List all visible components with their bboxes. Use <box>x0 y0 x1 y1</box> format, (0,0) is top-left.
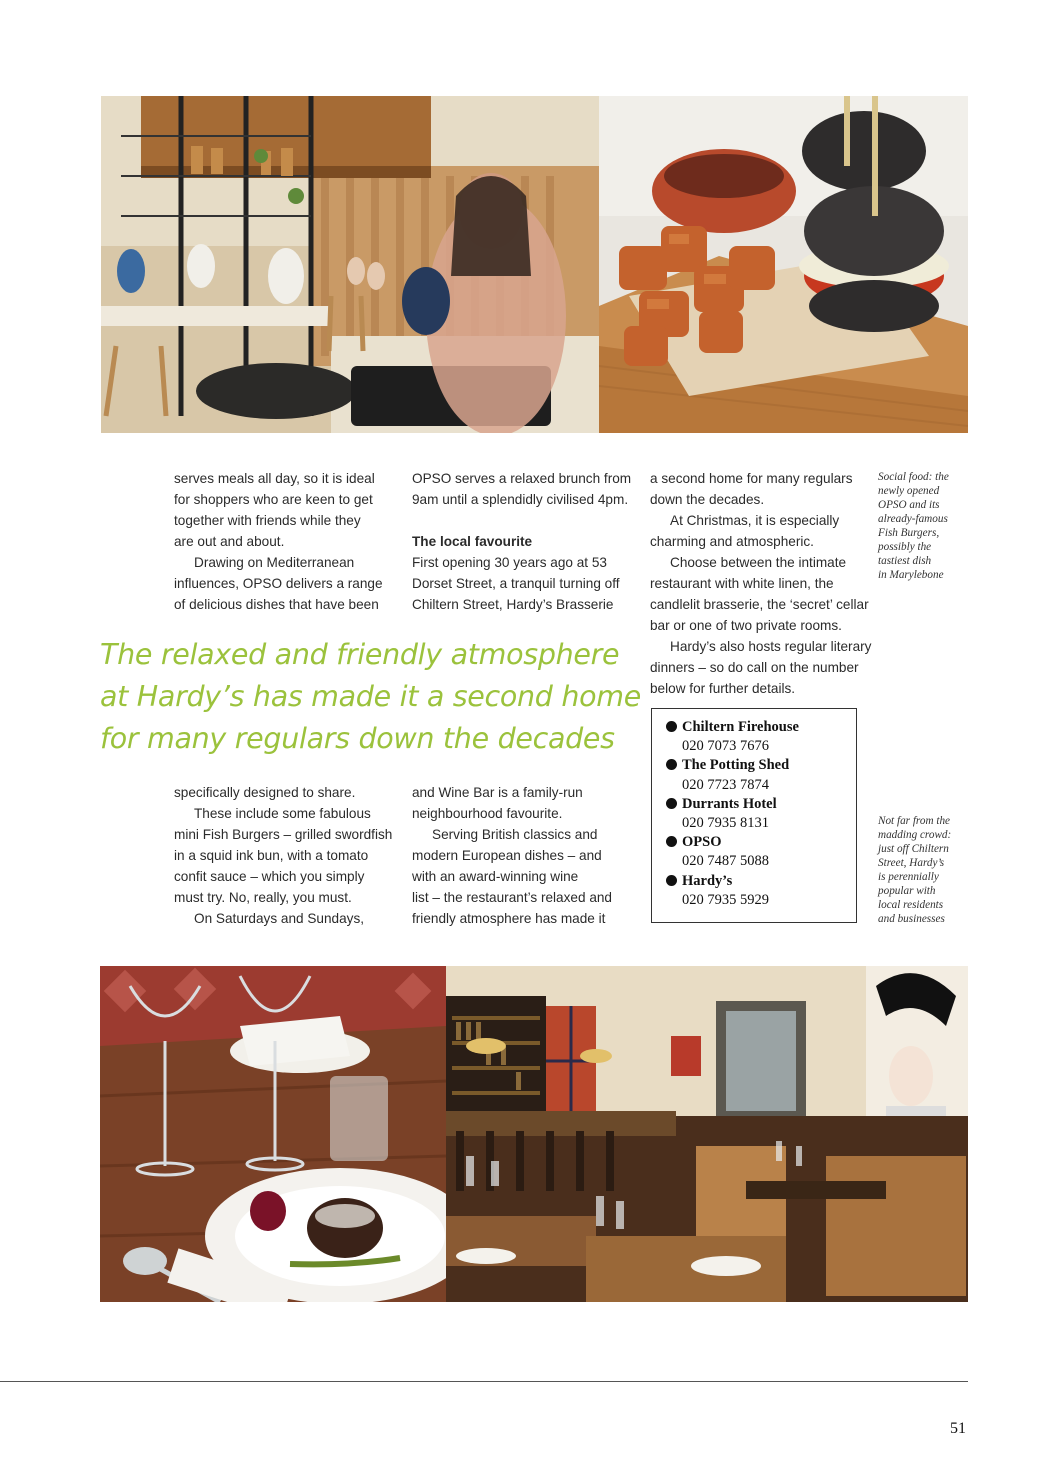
caption-line: Street, Hardy’s <box>878 857 945 869</box>
caption-top <box>878 470 949 582</box>
caption-line: madding crowd: <box>878 829 952 841</box>
caption-line: OPSO and its <box>878 499 940 511</box>
contact-phone: 020 7073 7676 <box>682 738 769 755</box>
article-column-2-bottom <box>412 782 640 929</box>
body-text-line: charming and atmospheric. <box>650 534 814 549</box>
caption-line: and businesses <box>878 913 945 925</box>
body-text-line: must try. No, really, you must. <box>174 890 352 905</box>
body-text-line: bar or one of two private rooms. <box>650 618 842 633</box>
pull-quote <box>100 634 641 760</box>
article-column-1-top <box>174 468 394 615</box>
body-text-line: Choose between the intimate <box>670 555 847 570</box>
body-text-line: mini Fish Burgers – grilled swordfish <box>174 827 393 842</box>
photo-fish-burgers <box>599 96 968 433</box>
body-text-line: Serving British classics and <box>432 827 598 842</box>
caption-line: popular with <box>878 885 936 897</box>
body-text-line: below for further details. <box>650 681 796 696</box>
bullet-icon <box>666 875 677 886</box>
body-text-line: of delicious dishes that have been <box>174 597 379 612</box>
photo-hardys-interior <box>446 966 968 1302</box>
body-text-line: candlelit brasserie, the ‘secret’ cellar <box>650 597 869 612</box>
body-text-line: with an award-winning wine <box>412 869 579 884</box>
caption-bottom <box>878 814 951 926</box>
bullet-icon <box>666 836 677 847</box>
contact-phone: 020 7935 8131 <box>682 815 769 832</box>
contact-name: The Potting Shed <box>666 756 844 775</box>
body-text-line: list – the restaurant’s relaxed and <box>412 890 612 905</box>
body-text-line: serves meals all day, so it is ideal <box>174 471 375 486</box>
bullet-icon <box>666 798 677 809</box>
contact-phone: 020 7487 5088 <box>682 853 769 870</box>
body-text-line: together with friends while they <box>174 513 361 528</box>
caption-line: tastiest dish <box>878 555 932 567</box>
contact-phone: 020 7935 5929 <box>682 891 769 908</box>
body-text-line: influences, OPSO delivers a range <box>174 576 383 591</box>
body-text-line: Dorset Street, a tranquil turning off <box>412 576 620 591</box>
contact-name: Chiltern Firehouse <box>666 718 844 737</box>
body-text-line: modern European dishes – and <box>412 848 602 863</box>
caption-line: Fish Burgers, <box>878 527 940 539</box>
bullet-icon <box>666 721 677 732</box>
body-text-line: First opening 30 years ago at 53 <box>412 555 607 570</box>
body-text-line: At Christmas, it is especially <box>670 513 840 528</box>
pull-quote-line: for many regulars down the decades <box>100 722 615 755</box>
caption-line: in Marylebone <box>878 569 944 581</box>
contacts-box <box>651 708 857 923</box>
body-text-line: specifically designed to share. <box>174 785 356 800</box>
body-text-line: Hardy’s also hosts regular literary <box>670 639 872 654</box>
body-text-line: a second home for many regulars <box>650 471 853 486</box>
body-text-line: are out and about. <box>174 534 285 549</box>
pull-quote-line: The relaxed and friendly atmosphere <box>100 638 620 671</box>
page-number: 51 <box>950 1420 966 1437</box>
body-text-line: and Wine Bar is a family-run <box>412 785 583 800</box>
article-column-1-bottom <box>174 782 399 929</box>
article-column-2-top <box>412 468 640 615</box>
caption-line: Social food: the <box>878 471 949 483</box>
subheading-local-favourite: The local favourite <box>412 534 533 549</box>
photo-opso-interior <box>101 96 599 433</box>
body-text-line: restaurant with white linen, the <box>650 576 834 591</box>
body-text-line: On Saturdays and Sundays, <box>194 911 365 926</box>
body-text-line: Chiltern Street, Hardy’s Brasserie <box>412 597 614 612</box>
caption-line: just off Chiltern <box>878 843 949 855</box>
body-text-line: in a squid ink bun, with a tomato <box>174 848 369 863</box>
caption-line: is perennially <box>878 871 939 883</box>
contact-name: Hardy’s <box>666 872 844 891</box>
pull-quote-line: at Hardy’s has made it a second home <box>100 680 641 713</box>
contact-name: Durrants Hotel <box>666 795 844 814</box>
bullet-icon <box>666 759 677 770</box>
article-column-3 <box>650 468 875 699</box>
body-text-line: OPSO serves a relaxed brunch from <box>412 471 632 486</box>
body-text-line: friendly atmosphere has made it <box>412 911 606 926</box>
body-text-line: Drawing on Mediterranean <box>194 555 355 570</box>
caption-line: newly opened <box>878 485 940 497</box>
photo-dessert-table <box>100 966 446 1302</box>
footer-rule <box>0 1381 968 1382</box>
contact-name: OPSO <box>666 833 844 852</box>
contact-phone: 020 7723 7874 <box>682 776 769 793</box>
body-text-line: These include some fabulous <box>194 806 371 821</box>
body-text-line: down the decades. <box>650 492 765 507</box>
caption-line: already-famous <box>878 513 948 525</box>
body-text-line: neighbourhood favourite. <box>412 806 563 821</box>
body-text-line: dinners – so do call on the number <box>650 660 859 675</box>
body-text-line: confit sauce – which you simply <box>174 869 365 884</box>
caption-line: Not far from the <box>878 815 950 827</box>
caption-line: possibly the <box>878 541 932 553</box>
body-text-line: for shoppers who are keen to get <box>174 492 373 507</box>
caption-line: local residents <box>878 899 944 911</box>
body-text-line: 9am until a splendidly civilised 4pm. <box>412 492 629 507</box>
